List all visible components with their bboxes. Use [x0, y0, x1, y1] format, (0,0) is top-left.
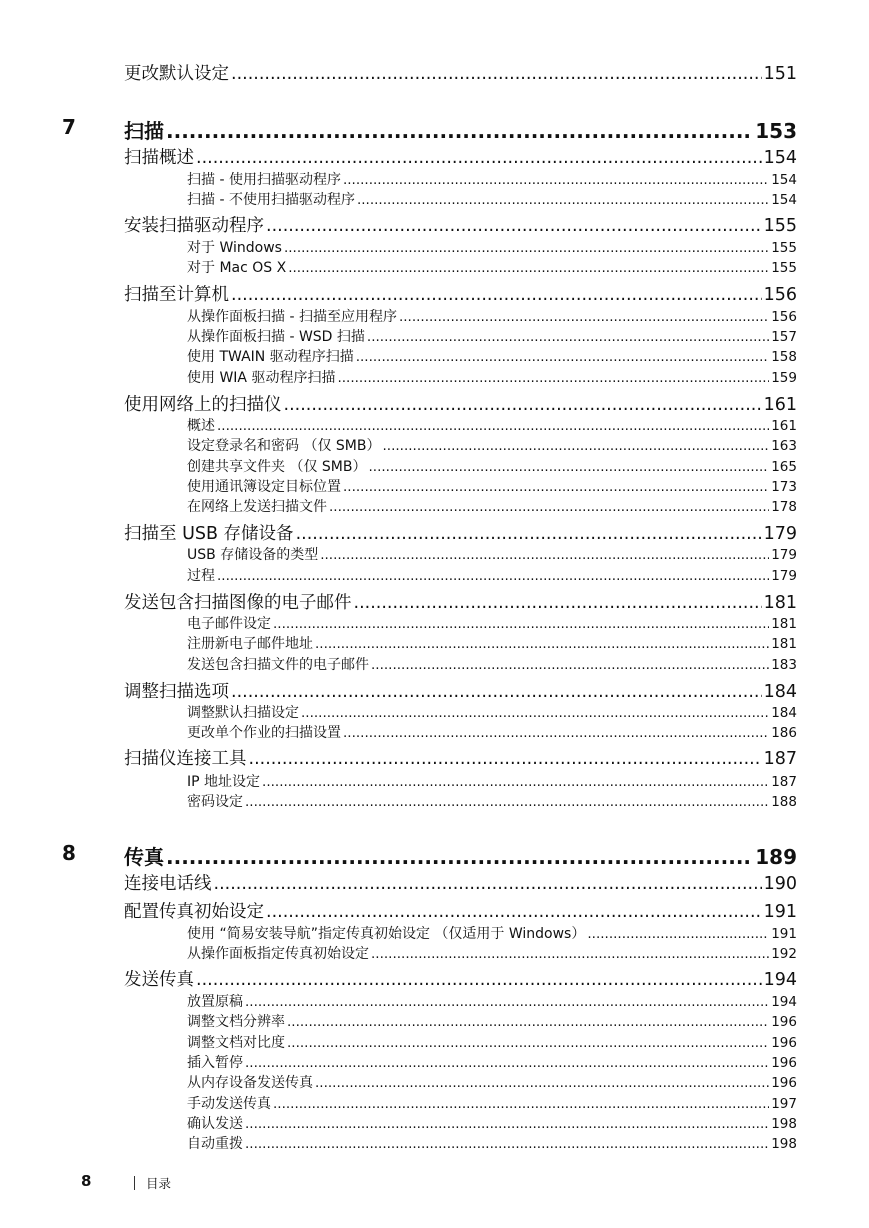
toc-subsection-entry[interactable] [187, 367, 797, 387]
toc-dot-leader [245, 994, 769, 1010]
toc-entry-page: 178 [771, 499, 797, 515]
toc-dot-leader [288, 260, 769, 276]
toc-entry-title: 概述 [187, 418, 215, 434]
toc-entry-title: 插入暂停 [187, 1055, 243, 1071]
toc-subsection-entry[interactable] [187, 1052, 797, 1072]
toc-dot-leader [343, 479, 769, 495]
toc-entry-page: 191 [763, 902, 797, 922]
toc-entry-page: 155 [771, 240, 797, 256]
toc-dot-leader [587, 926, 769, 942]
toc-entry-page: 198 [771, 1136, 797, 1152]
toc-entry-page: 191 [771, 926, 797, 942]
toc-subsection-entry[interactable] [187, 613, 797, 633]
toc-subsection-entry[interactable] [187, 346, 797, 366]
toc-dot-leader [367, 329, 769, 345]
toc-entry-page: 154 [771, 192, 797, 208]
toc-entry-title: 设定登录名和密码 （仅 SMB） [187, 438, 381, 454]
toc-dot-leader [284, 395, 762, 415]
toc-dot-leader [245, 794, 769, 810]
toc-dot-leader [337, 370, 769, 386]
toc-entry-title: 手动发送传真 [187, 1096, 271, 1112]
toc-dot-leader [196, 970, 762, 990]
toc-subsection-entry[interactable] [187, 415, 797, 435]
toc-section-entry[interactable] [124, 212, 797, 237]
toc-subsection-entry[interactable] [187, 1113, 797, 1133]
toc-entry-page: 194 [763, 970, 797, 990]
toc-subsection-entry[interactable] [187, 435, 797, 455]
toc-entry-title: 传真 [124, 845, 164, 869]
toc-subsection-entry[interactable] [187, 257, 797, 277]
toc-entry-title: 扫描 - 使用扫描驱动程序 [187, 172, 341, 188]
toc-dot-leader [343, 725, 769, 741]
toc-entry-title: 密码设定 [187, 794, 243, 810]
toc-entry-title: 扫描 [124, 119, 164, 143]
toc-entry-title: 更改单个作业的扫描设置 [187, 725, 341, 741]
toc-dot-leader [382, 438, 769, 454]
toc-entry-title: 扫描至 USB 存储设备 [124, 524, 294, 544]
toc-dot-leader [356, 349, 770, 365]
toc-entry-title: 从操作面板指定传真初始设定 [187, 946, 369, 962]
toc-entry-page: 179 [771, 547, 797, 563]
toc-subsection-entry[interactable] [187, 923, 797, 943]
toc-entry-page: 190 [763, 874, 797, 894]
toc-dot-leader [315, 636, 769, 652]
toc-subsection-entry[interactable] [187, 1032, 797, 1052]
toc-entry-page: 184 [763, 682, 797, 702]
toc-subsection-entry[interactable] [187, 1072, 797, 1092]
toc-subsection-entry[interactable] [187, 771, 797, 791]
toc-dot-leader [315, 1075, 769, 1091]
toc-subsection-entry[interactable] [187, 943, 797, 963]
toc-subsection-entry[interactable] [187, 702, 797, 722]
toc-entry-title: 扫描至计算机 [124, 285, 229, 305]
toc-subsection-entry[interactable] [187, 544, 797, 564]
toc-entry-page: 179 [763, 524, 797, 544]
toc-entry-page: 196 [771, 1014, 797, 1030]
toc-dot-leader [266, 902, 762, 922]
toc-dot-leader [217, 568, 769, 584]
toc-entry-title: 使用网络上的扫描仪 [124, 395, 282, 415]
toc-section-entry[interactable] [124, 60, 797, 85]
toc-section-entry[interactable] [124, 281, 797, 306]
toc-dot-leader [399, 309, 769, 325]
toc-subsection-entry[interactable] [187, 633, 797, 653]
toc-subsection-entry[interactable] [187, 722, 797, 742]
toc-dot-leader [262, 774, 769, 790]
toc-dot-leader [368, 459, 769, 475]
toc-subsection-entry[interactable] [187, 306, 797, 326]
toc-chapter-entry[interactable] [124, 115, 797, 144]
toc-entry-title: 连接电话线 [124, 874, 212, 894]
toc-dot-leader [196, 148, 762, 168]
toc-subsection-entry[interactable] [187, 565, 797, 585]
toc-entry-title: 更改默认设定 [124, 64, 229, 84]
toc-entry-page: 173 [771, 479, 797, 495]
toc-entry-title: 从操作面板扫描 - WSD 扫描 [187, 329, 365, 345]
toc-entry-page: 165 [771, 459, 797, 475]
toc-dot-leader [287, 1014, 769, 1030]
toc-dot-leader [166, 845, 753, 869]
toc-section-entry[interactable] [124, 678, 797, 703]
toc-entry-page: 186 [771, 725, 797, 741]
toc-entry-page: 156 [771, 309, 797, 325]
toc-dot-leader [245, 1116, 769, 1132]
toc-subsection-entry[interactable] [187, 476, 797, 496]
toc-entry-page: 161 [771, 418, 797, 434]
toc-entry-title: 对于 Mac OS X [187, 260, 287, 276]
toc-entry-page: 159 [771, 370, 797, 386]
toc-dot-leader [217, 418, 769, 434]
toc-dot-leader [320, 547, 769, 563]
toc-dot-leader [273, 1096, 769, 1112]
toc-entry-title: 注册新电子邮件地址 [187, 636, 313, 652]
toc-entry-title: 调整文档分辨率 [187, 1014, 285, 1030]
toc-subsection-entry[interactable] [187, 496, 797, 516]
toc-entry-title: 使用 TWAIN 驱动程序扫描 [187, 349, 354, 365]
toc-subsection-entry[interactable] [187, 326, 797, 346]
footer-page-number: 8 [81, 1172, 92, 1190]
toc-entry-title: IP 地址设定 [187, 774, 261, 790]
toc-dot-leader [266, 216, 762, 236]
toc-entry-title: 确认发送 [187, 1116, 243, 1132]
toc-entry-page: 197 [771, 1096, 797, 1112]
toc-entry-title: 调整默认扫描设定 [187, 705, 299, 721]
toc-entry-page: 187 [763, 749, 797, 769]
toc-entry-page: 158 [771, 349, 797, 365]
toc-entry-title: USB 存储设备的类型 [187, 547, 319, 563]
toc-subsection-entry[interactable] [187, 456, 797, 476]
toc-entry-title: 使用 “简易安装导航”指定传真初始设定 （仅适用于 Windows） [187, 926, 586, 942]
toc-section-entry[interactable] [124, 391, 797, 416]
toc-entry-page: 155 [771, 260, 797, 276]
toc-entry-page: 153 [755, 119, 797, 143]
toc-entry-title: 发送传真 [124, 970, 194, 990]
toc-dot-leader [249, 749, 762, 769]
toc-subsection-entry[interactable] [187, 169, 797, 189]
footer-section-label: 目录 [146, 1176, 172, 1191]
toc-entry-title: 调整扫描选项 [124, 682, 229, 702]
toc-subsection-entry[interactable] [187, 237, 797, 257]
toc-entry-title: 电子邮件设定 [187, 616, 271, 632]
toc-entry-page: 157 [771, 329, 797, 345]
toc-section-entry[interactable] [124, 870, 797, 895]
toc-entry-page: 184 [771, 705, 797, 721]
toc-dot-leader [354, 593, 762, 613]
toc-dot-leader [329, 499, 769, 515]
toc-dot-leader [166, 119, 753, 143]
toc-subsection-entry[interactable] [187, 1011, 797, 1031]
toc-entry-title: 创建共享文件夹 （仅 SMB） [187, 459, 367, 475]
toc-dot-leader [214, 874, 762, 894]
toc-entry-page: 151 [763, 64, 797, 84]
toc-dot-leader [245, 1136, 769, 1152]
toc-dot-leader [371, 657, 769, 673]
toc-entry-page: 161 [763, 395, 797, 415]
toc-entry-page: 181 [763, 593, 797, 613]
toc-entry-page: 181 [771, 616, 797, 632]
toc-entry-title: 过程 [187, 568, 215, 584]
toc-entry-page: 189 [755, 845, 797, 869]
toc-dot-leader [301, 705, 769, 721]
toc-entry-page: 187 [771, 774, 797, 790]
toc-entry-title: 放置原稿 [187, 994, 243, 1010]
toc-dot-leader [231, 64, 762, 84]
toc-dot-leader [357, 192, 769, 208]
toc-subsection-entry[interactable] [187, 654, 797, 674]
toc-entry-page: 196 [771, 1075, 797, 1091]
toc-entry-title: 发送包含扫描图像的电子邮件 [124, 593, 352, 613]
toc-entry-page: 192 [771, 946, 797, 962]
toc-dot-leader [231, 285, 762, 305]
toc-entry-page: 194 [771, 994, 797, 1010]
footer-divider [134, 1176, 135, 1190]
toc-entry-page: 198 [771, 1116, 797, 1132]
toc-dot-leader [273, 616, 769, 632]
toc-entry-page: 155 [763, 216, 797, 236]
toc-entry-page: 156 [763, 285, 797, 305]
chapter-number: 8 [62, 841, 76, 865]
toc-dot-leader [231, 682, 762, 702]
toc-dot-leader [371, 946, 769, 962]
toc-entry-title: 配置传真初始设定 [124, 902, 264, 922]
toc-entry-title: 对于 Windows [187, 240, 282, 256]
toc-entry-title: 安装扫描驱动程序 [124, 216, 264, 236]
toc-entry-title: 扫描仪连接工具 [124, 749, 247, 769]
chapter-number: 7 [62, 115, 76, 139]
toc-section-entry[interactable] [124, 144, 797, 169]
toc-entry-title: 自动重拨 [187, 1136, 243, 1152]
toc-entry-title: 扫描 - 不使用扫描驱动程序 [187, 192, 355, 208]
toc-subsection-entry[interactable] [187, 991, 797, 1011]
toc-entry-page: 154 [771, 172, 797, 188]
toc-entry-title: 发送包含扫描文件的电子邮件 [187, 657, 369, 673]
toc-section-entry[interactable] [124, 589, 797, 614]
toc-entry-title: 从操作面板扫描 - 扫描至应用程序 [187, 309, 397, 325]
toc-entry-title: 从内存设备发送传真 [187, 1075, 313, 1091]
toc-entry-page: 154 [763, 148, 797, 168]
toc-subsection-entry[interactable] [187, 1093, 797, 1113]
toc-subsection-entry[interactable] [187, 791, 797, 811]
toc-entry-title: 调整文档对比度 [187, 1035, 285, 1051]
toc-section-entry[interactable] [124, 966, 797, 991]
toc-dot-leader [284, 240, 769, 256]
toc-entry-page: 196 [771, 1055, 797, 1071]
toc-entry-page: 196 [771, 1035, 797, 1051]
toc-entry-title: 扫描概述 [124, 148, 194, 168]
toc-chapter-entry[interactable] [124, 841, 797, 870]
toc-section-entry[interactable] [124, 898, 797, 923]
toc-section-entry[interactable] [124, 745, 797, 770]
toc-entry-page: 163 [771, 438, 797, 454]
toc-subsection-entry[interactable] [187, 189, 797, 209]
toc-entry-page: 183 [771, 657, 797, 673]
toc-entry-title: 在网络上发送扫描文件 [187, 499, 327, 515]
toc-section-entry[interactable] [124, 520, 797, 545]
toc-dot-leader [287, 1035, 769, 1051]
toc-subsection-entry[interactable] [187, 1133, 797, 1153]
toc-entry-page: 179 [771, 568, 797, 584]
toc-dot-leader [245, 1055, 769, 1071]
toc-dot-leader [296, 524, 762, 544]
toc-entry-title: 使用 WIA 驱动程序扫描 [187, 370, 336, 386]
toc-entry-page: 181 [771, 636, 797, 652]
toc-entry-page: 188 [771, 794, 797, 810]
toc-dot-leader [343, 172, 769, 188]
toc-entry-title: 使用通讯簿设定目标位置 [187, 479, 341, 495]
